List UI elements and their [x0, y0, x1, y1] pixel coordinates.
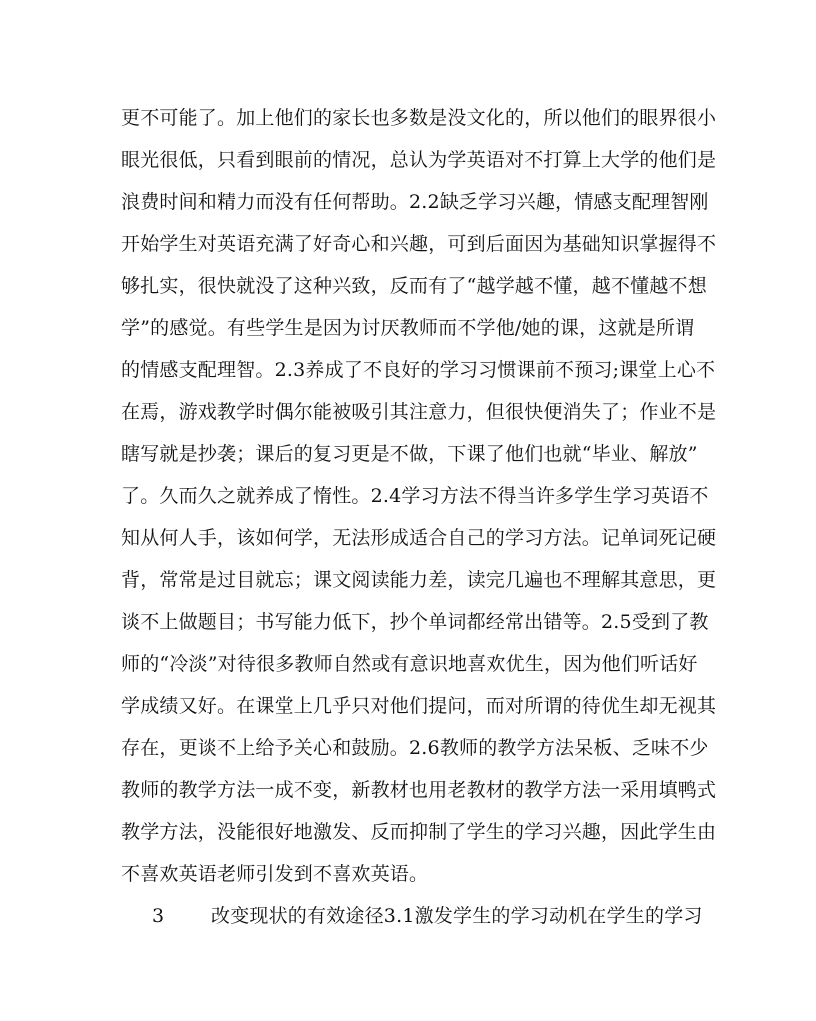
text-line: 的情感支配理智。2.3养成了不良好的学习习惯课前不预习;课堂上心不 — [121, 359, 716, 381]
text-line: 教学方法，没能很好地激发、反而抑制了学生的学习兴趣，因此学生由 — [121, 821, 717, 843]
section-number: 3 — [152, 905, 165, 927]
text-line: 知从何人手，该如何学，无法形成适合自己的学习方法。记单词死记硬 — [121, 527, 717, 549]
text-line: 更不可能了。加上他们的家长也多数是没文化的，所以他们的眼界很小 — [121, 107, 717, 129]
text-line: 背，常常是过目就忘；课文阅读能力差，读完几遍也不理解其意思，更 — [121, 569, 717, 591]
text-line: 在焉，游戏教学时偶尔能被吸引其注意力，但很快便消失了；作业不是 — [121, 401, 717, 423]
text-line: 眼光很低，只看到眼前的情况，总认为学英语对不打算上大学的他们是 — [121, 149, 717, 171]
text-line: 师的“冷淡”对待很多教师自然或有意识地喜欢优生，因为他们听话好 — [121, 653, 698, 675]
text-line: 教师的教学方法一成不变，新教材也用老教材的教学方法一采用填鸭式 — [121, 779, 717, 801]
text-line: 瞎写就是抄袭；课后的复习更是不做，下课了他们也就“毕业、解放” — [121, 443, 698, 465]
text-line: 存在，更谈不上给予关心和鼓励。2.6教师的教学方法呆板、乏味不少 — [121, 737, 709, 759]
text-line: 学”的感觉。有些学生是因为讨厌教师而不学他/她的课，这就是所谓 — [121, 317, 695, 339]
text-line: 学成绩又好。在课堂上几乎只对他们提问，而对所谓的待优生却无视其 — [121, 695, 717, 717]
section-heading-text: 改变现状的有效途径3.1激发学生的学习动机在学生的学习 — [211, 905, 703, 927]
text-line: 谈不上做题目；书写能力低下，抄个单词都经常出错等。2.5受到了教 — [121, 611, 709, 633]
text-line: 不喜欢英语老师引发到不喜欢英语。 — [121, 863, 429, 885]
text-line: 开始学生对英语充满了好奇心和兴趣，可到后面因为基础知识掌握得不 — [121, 233, 717, 255]
text-line: 浪费时间和精力而没有任何帮助。2.2缺乏学习兴趣，情感支配理智刚 — [121, 191, 709, 213]
text-line: 了。久而久之就养成了惰性。2.4学习方法不得当许多学生学习英语不 — [121, 485, 709, 507]
text-line: 够扎实，很快就没了这种兴致，反而有了“越学越不懂，越不懂越不想 — [121, 275, 707, 297]
